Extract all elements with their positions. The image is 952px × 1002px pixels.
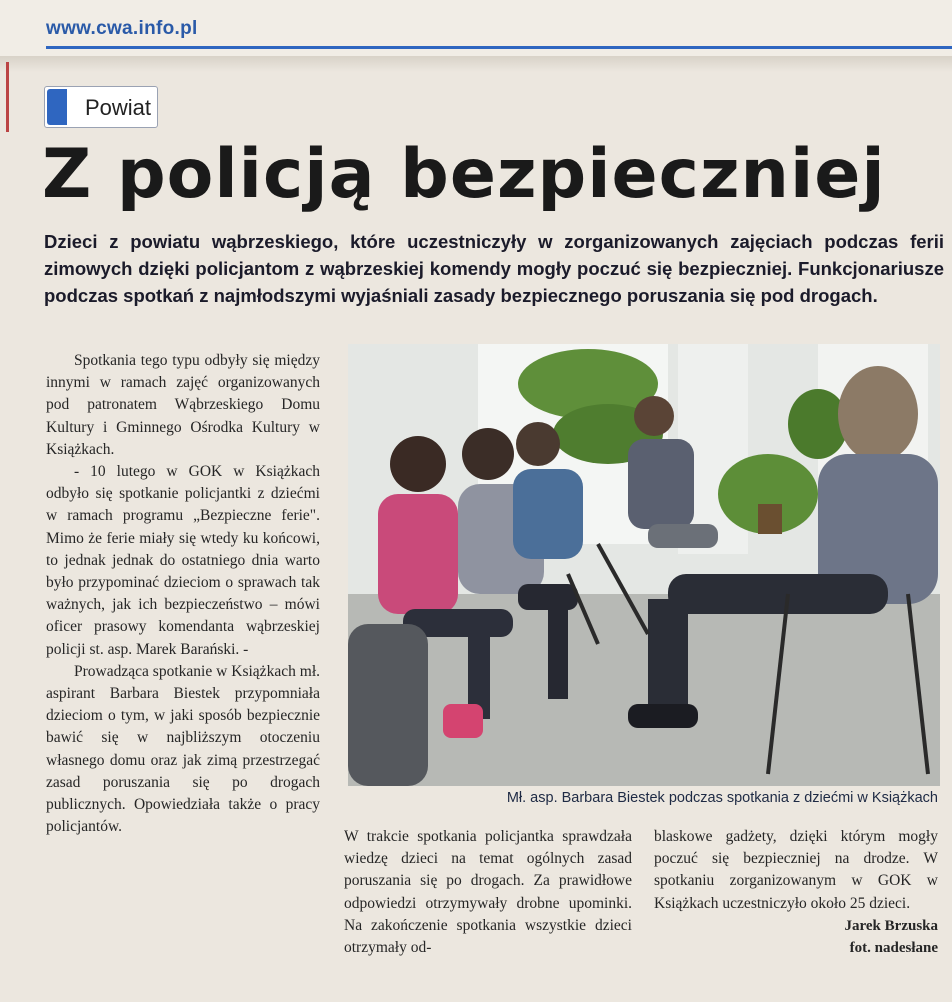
column-3-paragraph-1: blaskowe gadżety, dzięki którym mogły poczuć się bezpieczniej na drodze. W spotkaniu zorganizowanym w GOK w Książkach uczestniczyło około 25 dzieci. — [654, 828, 938, 912]
article-column-2 — [344, 826, 632, 959]
classroom-photo-illustration — [348, 344, 940, 786]
section-tag — [44, 86, 158, 128]
column-1-paragraph-1: Spotkania tego typu odbyły się między innymi w ramach zajęć organizowanych pod patronatem Wąbrzeskiego Domu Kultury i Gminnego Ośrodka Kultury w Książkach. — [46, 352, 320, 458]
article-photo — [348, 344, 940, 786]
section-tag-label: Powiat — [85, 95, 152, 120]
author-name: Jarek Brzuska — [844, 917, 938, 934]
site-header — [0, 0, 952, 56]
photo-caption: Mł. asp. Barbara Biestek podczas spotkania z dziećmi w Książkach — [506, 790, 938, 806]
margin-mark — [6, 62, 9, 132]
column-1-paragraph-3: Prowadząca spotkanie w Książkach mł. aspirant Barbara Biestek przypomniała dzieciom o tym, w jaki sposób bezpiecznie bawić się w najbliższym otoczeniu własnego domu oraz jak zimą przestrzegać zasad poruszania się po drogach publicznych. Opowiedziała także o pracy policjantów. — [46, 662, 320, 836]
photo-credit: fot. nadesłane — [849, 939, 938, 956]
header-rule — [46, 46, 952, 49]
column-2-paragraph-1: W trakcie spotkania policjantka sprawdzała wiedzę dzieci na temat ogólnych zasad poruszania się po drogach. Za prawidłowe odpowiedzi otrzymywały drobne upominki. Na zakończenie spotkania wszystkie dzieci otrzymały od- — [344, 828, 632, 957]
headline: Z policją bezpieczniej — [42, 135, 886, 214]
page-fold-shadow — [0, 56, 952, 72]
section-tag-accent — [47, 89, 67, 125]
article-column-1 — [46, 350, 320, 838]
site-url[interactable]: www.cwa.info.pl — [46, 18, 198, 39]
article-lead: Dzieci z powiatu wąbrzeskiego, które uczestniczyły w zorganizowanych zajęciach podczas ferii zimowych dzięki policjantom z wąbrzeskiej komendy mogły poczuć się bezpieczniej. Funkcjonariusze podczas spotkań z najmłodszymi wyjaśniali zasady bezpiecznego poruszania się pod drogach. — [44, 231, 944, 306]
column-1-paragraph-2: - 10 lutego w GOK w Książkach odbyło się spotkanie policjantki z dziećmi w ramach programu „Bezpieczne ferie". Mimo że ferie miały się wtedy ku końcowi, to jednak jednak do ostatniego dnia warto było przypominać dzieciom o sprawach tak ważnych, jak ich bezpieczeństwo – mówi oficer prasowy komendanta wąbrzeskiej policji st. asp. Marek Barański. - — [46, 463, 320, 658]
article-column-3 — [654, 826, 938, 959]
